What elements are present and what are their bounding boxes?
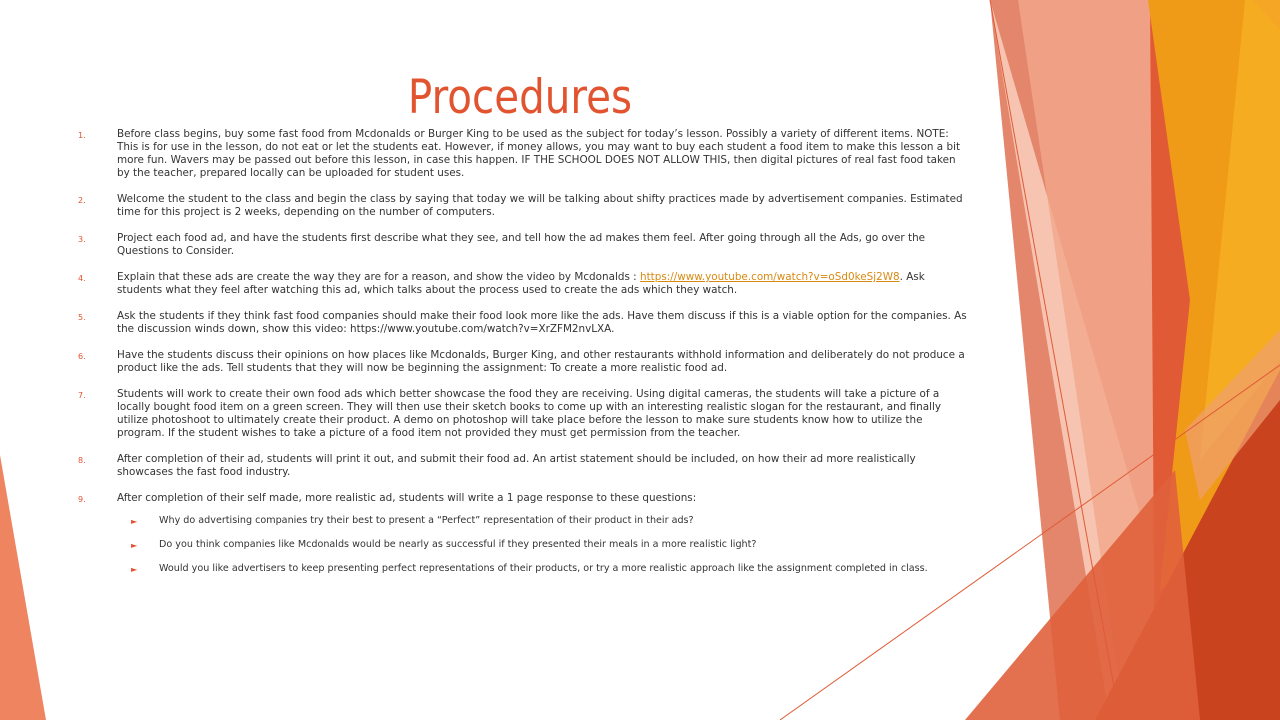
step-text: Before class begins, buy some fast food from Mcdonalds or Burger King to be used as the subject for today’s lesson. Possibly a variety of different items. NOTE: This is for use in the lesson, do not eat or let the students eat. However, if money allows, you may want to buy each student a food item to make this lesson a bit more fun. Wavers may be passed out before this lesson, in case this happen. IF THE SCHOOL DOES NOT ALLOW THIS, then digital pictures of real fast food taken by the teacher, prepared locally can be uploaded for student uses. bbox=[117, 128, 961, 179]
question-list bbox=[131, 515, 968, 576]
step-text: Ask the students if they think fast food companies should make their food look more like the ads. Have them discuss if this is a viable option for the companies. As the discussion winds down, show this video: https://www.youtube.com/watch?v=XrZFM2nvLXA. bbox=[117, 310, 967, 335]
step-number: 5. bbox=[78, 313, 86, 322]
question-item bbox=[131, 563, 968, 576]
step-text: After completion of their ad, students will print it out, and submit their food ad. An artist statement should be included, on how their ad more realistically showcases the fast food industry. bbox=[117, 453, 916, 478]
step-text: Welcome the student to the class and begin the class by saying that today we will be talking about shifty practices made by advertisement companies. Estimated time for this project is 2 weeks, depending on the number of computers. bbox=[117, 193, 963, 218]
step-6 bbox=[78, 349, 968, 375]
arrow-right-icon: ► bbox=[131, 517, 138, 526]
step-text: After completion of their self made, more realistic ad, students will write a 1 page response to these questions: bbox=[117, 492, 697, 504]
question-item bbox=[131, 539, 968, 552]
step-number: 1. bbox=[78, 131, 86, 140]
mcdonalds-video-link[interactable]: https://www.youtube.com/watch?v=oSd0keSj2W8 bbox=[639, 271, 900, 283]
slide-title: Procedures bbox=[407, 70, 633, 125]
step-text-before-link: Explain that these ads are create the way they are for a reason, and show the video by Mcdonalds : bbox=[117, 271, 637, 283]
step-number: 6. bbox=[78, 352, 86, 361]
step-text bbox=[117, 271, 968, 297]
step-number: 3. bbox=[78, 235, 86, 244]
arrow-right-icon: ► bbox=[131, 541, 138, 550]
question-text: Would you like advertisers to keep presenting perfect representations of their products, or try a more realistic approach like the assignment completed in class. bbox=[159, 563, 928, 574]
step-text: Students will work to create their own food ads which better showcase the food they are receiving. Using digital cameras, the students will take a picture of a locally bought food item on a green screen. They will then use their sketch books to come up with an interesting realistic slogan for the restaurant, and finally utilize photoshoot to ultimately create their product. A demo on photoshop will take place before the lesson to make sure students know how to utilize the program. If the student wishes to take a picture of a food item not provided they must get permission from the teacher. bbox=[117, 388, 942, 439]
step-1 bbox=[78, 128, 968, 180]
step-number: 8. bbox=[78, 456, 86, 465]
step-text: Project each food ad, and have the students first describe what they see, and tell how the ad makes them feel. After going through all the Ads, go over the Questions to Consider. bbox=[117, 232, 926, 257]
step-3 bbox=[78, 232, 968, 258]
question-text: Why do advertising companies try their best to present a “Perfect” representation of their product in their ads? bbox=[159, 515, 694, 526]
left-accent-shape bbox=[0, 455, 46, 720]
step-number: 9. bbox=[78, 495, 86, 504]
arrow-right-icon: ► bbox=[131, 565, 138, 574]
step-number: 2. bbox=[78, 196, 86, 205]
step-text-after-link: . Ask students what they feel after watching this ad, which talks about the process used to create the ads which they watch. bbox=[117, 271, 925, 296]
step-2 bbox=[78, 193, 968, 219]
step-number: 7. bbox=[78, 391, 86, 400]
procedure-list bbox=[78, 128, 968, 587]
step-7 bbox=[78, 388, 968, 440]
question-text: Do you think companies like Mcdonalds would be nearly as successful if they presented their meals in a more realistic light? bbox=[159, 539, 757, 550]
step-text: Have the students discuss their opinions on how places like Mcdonalds, Burger King, and other restaurants withhold information and deliberately do not produce a product like the ads. Tell students that they will now be beginning the assignment: To create a more realistic food ad. bbox=[117, 349, 965, 374]
step-8 bbox=[78, 453, 968, 479]
question-item bbox=[131, 515, 968, 528]
step-4 bbox=[78, 271, 968, 297]
step-number: 4. bbox=[78, 274, 86, 283]
step-5 bbox=[78, 310, 968, 336]
step-9 bbox=[78, 492, 968, 506]
